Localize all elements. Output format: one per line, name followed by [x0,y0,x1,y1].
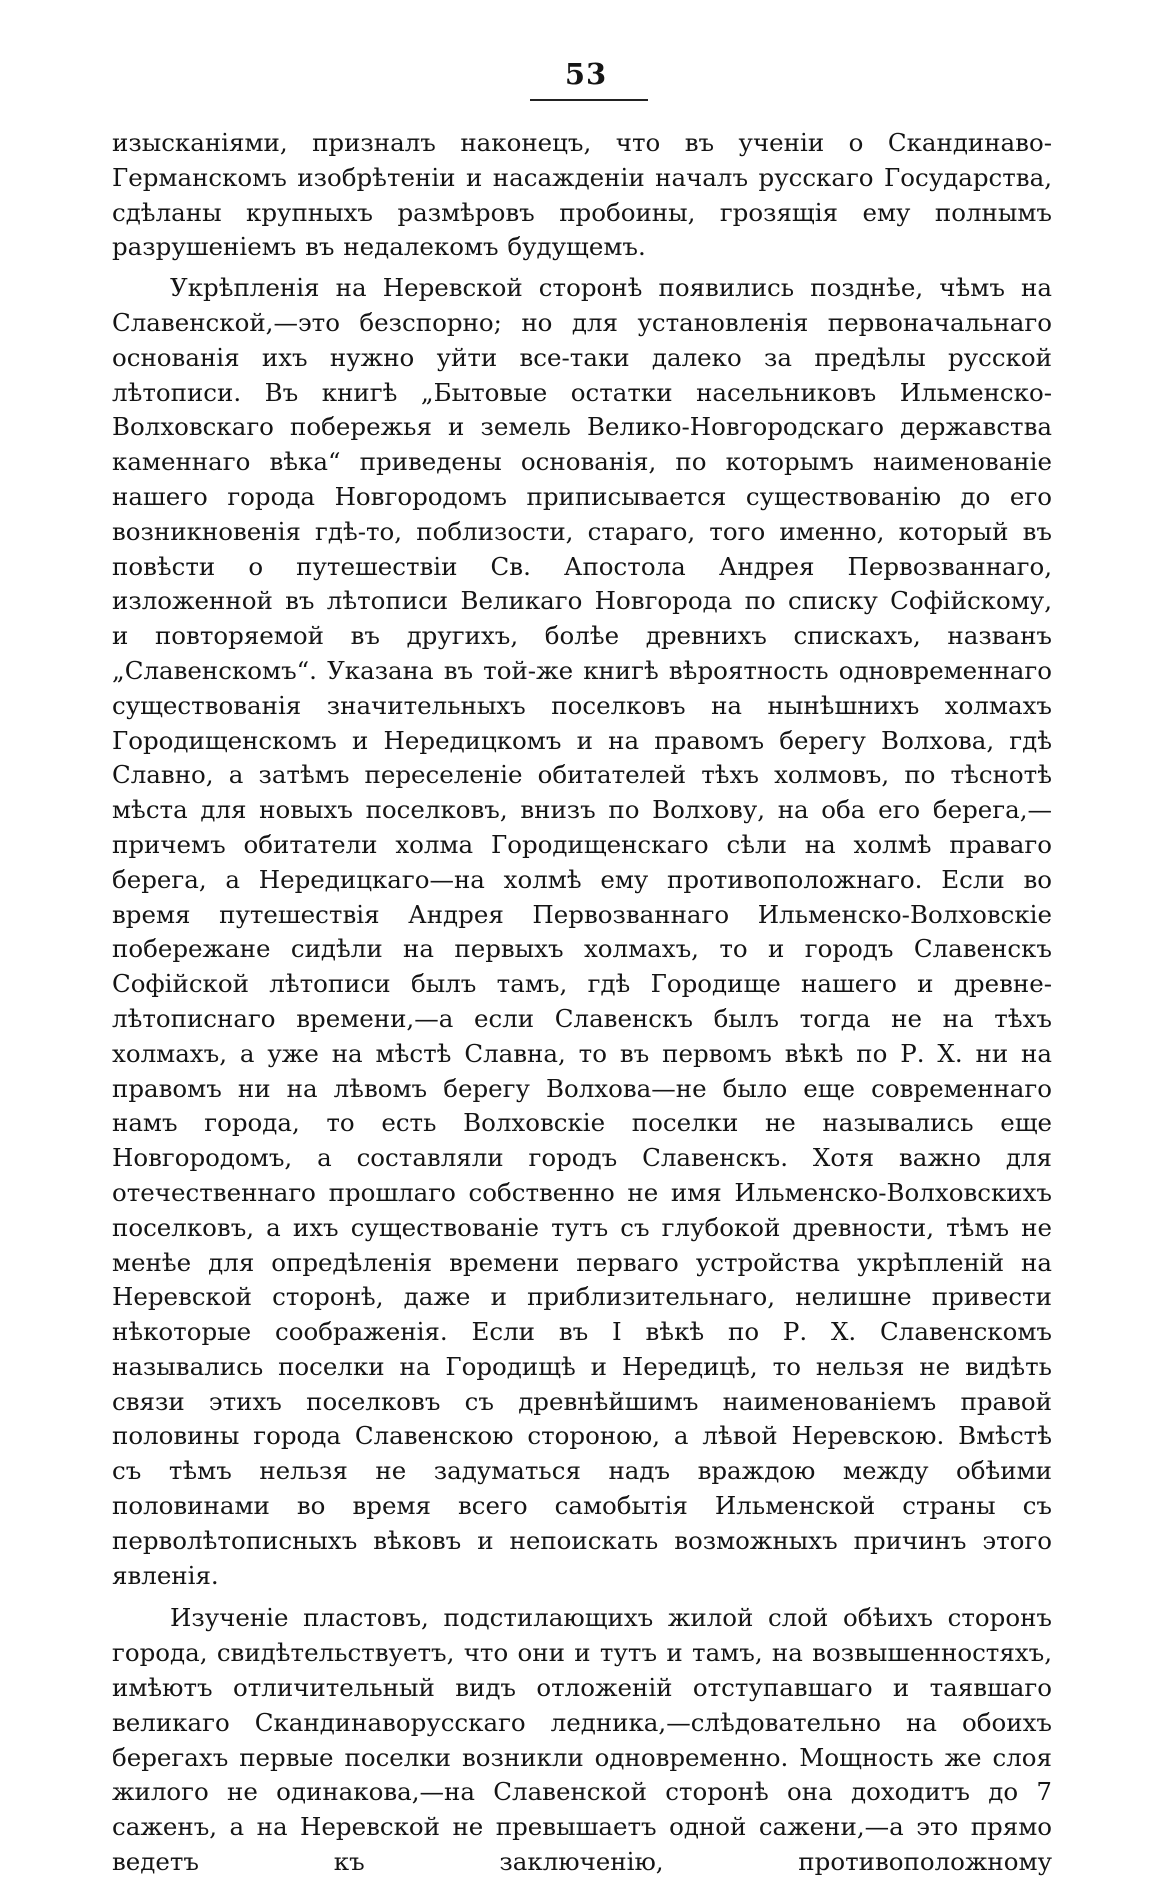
paragraph-2: Укрѣпленія на Неревской сторонѣ появились позднѣе, чѣмъ на Славенской,—это безспорно; но для установленія первоначальнаго основанія ихъ нужно уйти все-таки далеко за предѣлы русской лѣтописи. Въ книгѣ „Бытовые остатки насельниковъ Ильменско-Волховскаго побережья и земель Велико-Новгородскаго державства каменнаго вѣка“ приведены основанія, по которымъ наименованіе нашего города Новгородомъ приписывается существованію до его возникновенія гдѣ-то, поблизости, стараго, того именно, который въ повѣсти о путешествіи Св. Апостола Андрея Первозваннаго, изложенной въ лѣтописи Великаго Новгорода по списку Софійскому, и повторяемой въ другихъ, болѣе древнихъ спискахъ, названъ „Славенскомъ“. Указана въ той-же книгѣ вѣроятность одновременнаго существованія значительныхъ поселковъ на нынѣшнихъ холмахъ Городищенскомъ и Нередицкомъ и на правомъ берегу Волхова, гдѣ Славно, а затѣмъ переселеніе обитателей тѣхъ холмовъ, по тѣснотѣ мѣста для новыхъ поселковъ, внизъ по Волхову, на оба его берега,—причемъ обитатели холма Городищенскаго сѣли на холмѣ праваго берега, а Нередицкаго—на холмѣ ему противоположнаго. Если во время путешествія Андрея Первозваннаго Ильменско-Волховскіе побережане сидѣли на первыхъ холмахъ, то и городъ Славенскъ Софійской лѣтописи былъ тамъ, гдѣ Городище нашего и древне-лѣтописнаго времени,—а если Славенскъ былъ тогда не на тѣхъ холмахъ, а уже на мѣстѣ Славна, то въ первомъ вѣкѣ по Р. Х. ни на правомъ ни на лѣвомъ берегу Волхова—не было еще современнаго намъ города, то есть Волховскіе поселки не назывались еще Новгородомъ, а составляли городъ Славенскъ. Хотя важно для отечественнаго прошлаго собственно не имя Ильменско-Волховскихъ поселковъ, а ихъ существованіе тутъ съ глубокой древности, тѣмъ не менѣе для опредѣленія времени перваго устройства укрѣпленій на Неревской сторонѣ, даже и приблизительнаго, нелишне привести нѣкоторые соображенія. Если въ I вѣкѣ по Р. Х. Славенскомъ назывались поселки на Городищѣ и Нередицѣ, то нельзя не видѣть связи этихъ поселковъ съ древнѣйшимъ наименованіемъ правой половины города Славенскою стороною, а лѣвой Неревскою. Вмѣстѣ съ тѣмъ нельзя не задуматься надъ враждою между обѣими половинами во время всего самобытія Ильменской страны съ перволѣтописныхъ вѣковъ и непоискать возможныхъ причинъ этого явленія. [112,273,1052,1590]
page-number: 53 [564,57,608,91]
paragraph-1: изысканіями, призналъ наконецъ, что въ ученіи о Скандинаво-Германскомъ изобрѣтеніи и насажденіи началъ русскаго Государства, сдѣланы крупныхъ размѣровъ пробоины, грозящія ему полнымъ разрушеніемъ въ недалекомъ будущемъ. [112,128,1052,262]
body-text [112,126,1052,1880]
header-rule [530,99,648,101]
paragraph-3: Изученіе пластовъ, подстилающихъ жилой слой обѣихъ сторонъ города, свидѣтельствуетъ, что они и тутъ и тамъ, на возвышенностяхъ, имѣютъ отличительный видъ отложеній отступавшаго и таявшаго великаго Скандинаворусскаго ледника,—слѣдовательно на обоихъ берегахъ первые поселки возникли одновременно. Мощность же слоя жилого не одинакова,—на Славенской сторонѣ она доходитъ до 7 саженъ, а на Неревской не превышаетъ одной сажени,—а это прямо ведетъ къ заключенію, противоположному [112,1603,1052,1877]
